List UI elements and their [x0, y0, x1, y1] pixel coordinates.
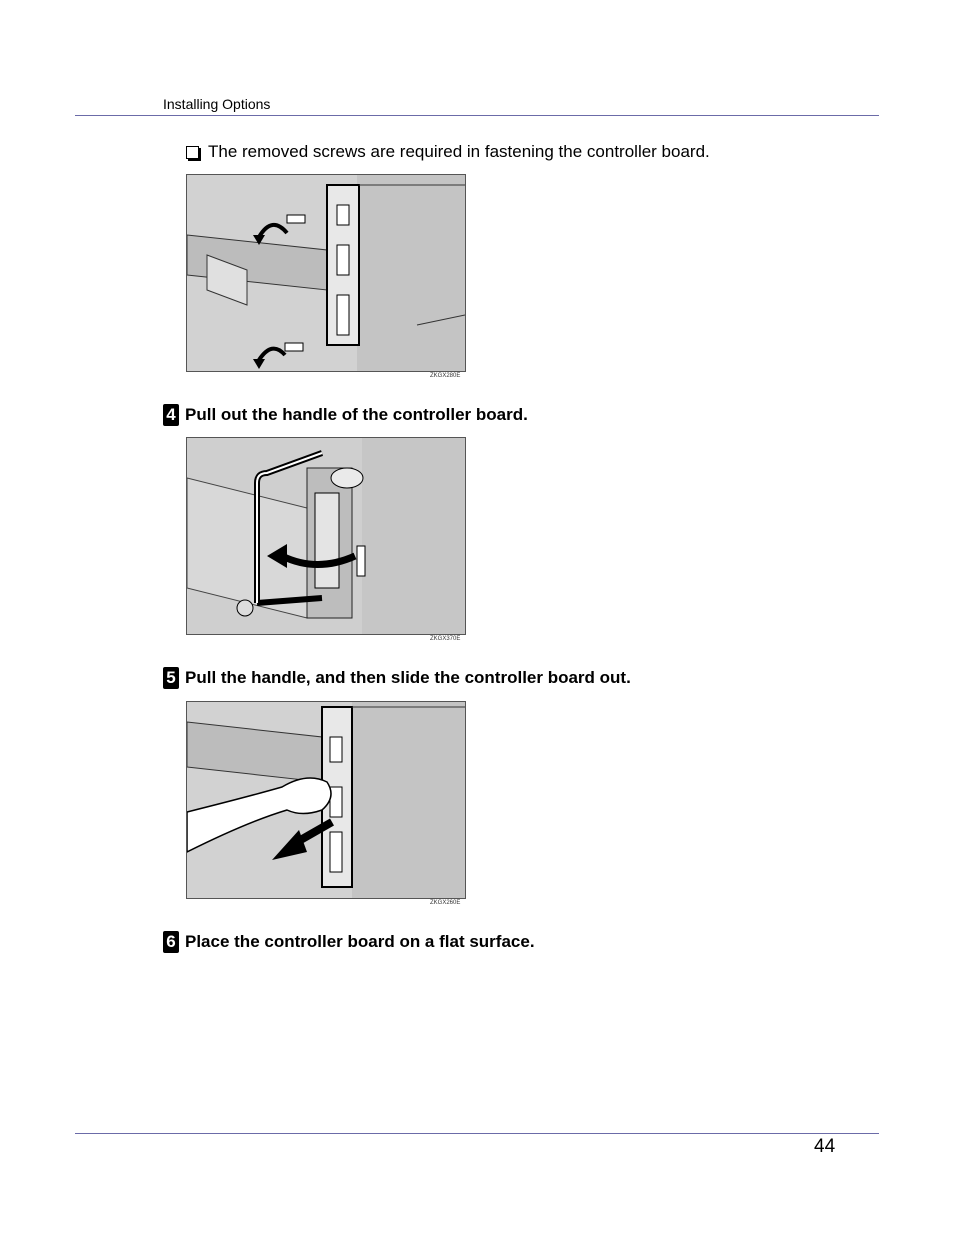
- figure-remove-screws: [186, 174, 466, 372]
- step-text: Pull the handle, and then slide the controller board out.: [185, 668, 631, 687]
- step-5: [163, 667, 631, 689]
- figure-slide-board-out: [186, 701, 466, 899]
- header-rule: [75, 115, 879, 116]
- step-text: Place the controller board on a flat surface.: [185, 932, 535, 951]
- figure-pull-handle: [186, 437, 466, 635]
- footer-rule: [75, 1133, 879, 1134]
- figure-code: ZKGX260E: [430, 900, 461, 906]
- step-6: [163, 931, 535, 953]
- figure-code: ZKGX370E: [430, 636, 461, 642]
- step-4: [163, 404, 528, 426]
- note: [186, 142, 710, 162]
- note-text: The removed screws are required in fastening the controller board.: [208, 142, 710, 161]
- page-number: 44: [814, 1136, 836, 1157]
- step-text: Pull out the handle of the controller board.: [185, 405, 528, 424]
- step-number-badge: 4: [163, 404, 179, 426]
- figure-code: ZKGX280E: [430, 373, 461, 379]
- note-checkbox-icon: [186, 146, 199, 159]
- step-number-badge: 5: [163, 667, 179, 689]
- step-number-badge: 6: [163, 931, 179, 953]
- running-header: Installing Options: [163, 96, 271, 112]
